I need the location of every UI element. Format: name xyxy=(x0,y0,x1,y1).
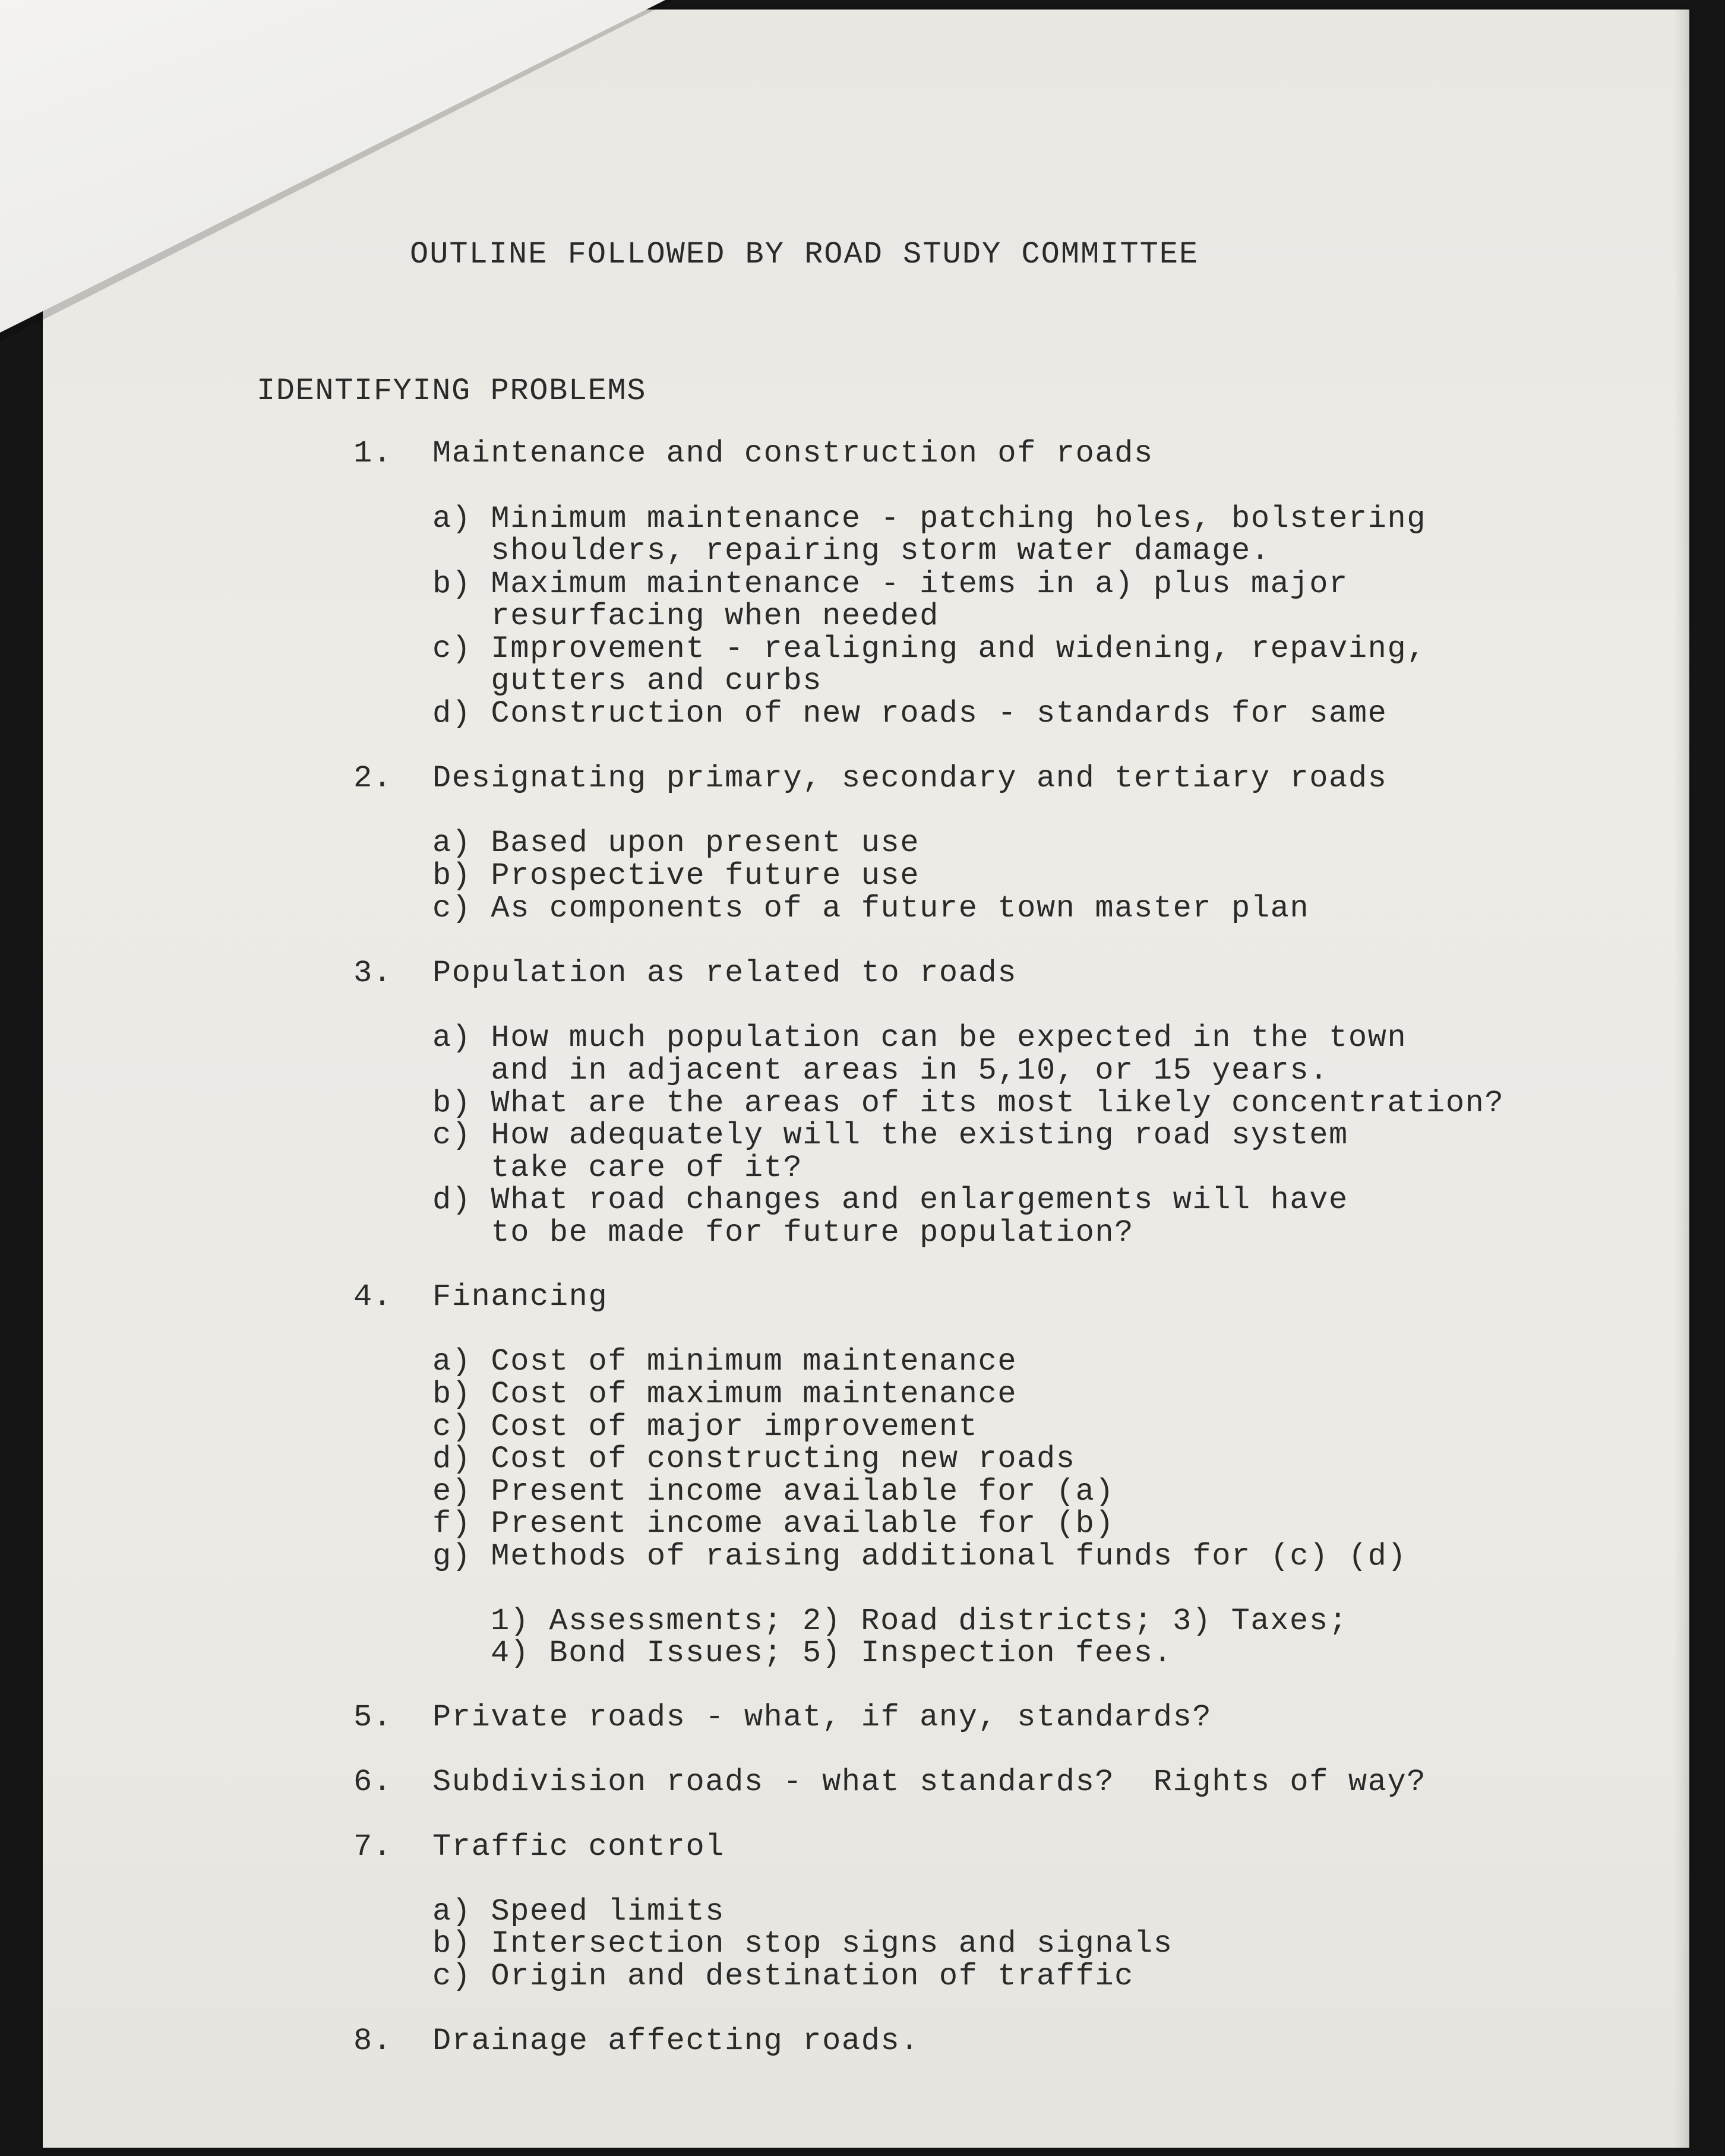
item-4-subline-2: 4) Bond Issues; 5) Inspection fees. xyxy=(491,1636,1173,1671)
item-4-line-6: f) Present income available for (b) xyxy=(432,1506,1115,1541)
item-2-number: 2. xyxy=(353,761,393,796)
item-2-line-2: b) Prospective future use xyxy=(432,858,920,893)
item-1-heading: Maintenance and construction of roads xyxy=(432,436,1154,471)
item-1-number: 1. xyxy=(353,436,393,471)
item-4-line-2: b) Cost of maximum maintenance xyxy=(432,1377,1018,1412)
item-4-number: 4. xyxy=(353,1279,393,1314)
item-1-line-3: b) Maximum maintenance - items in a) plus major xyxy=(432,567,1348,602)
item-3-line-5: take care of it? xyxy=(432,1150,803,1186)
item-3-line-3: b) What are the areas of its most likely concentration? xyxy=(432,1086,1505,1121)
item-7-heading: Traffic control xyxy=(432,1829,725,1864)
item-1-line-2: shoulders, repairing storm water damage. xyxy=(432,533,1271,568)
item-6-heading: Subdivision roads - what standards? Rights of way? xyxy=(432,1765,1427,1800)
item-3-line-2: and in adjacent areas in 5,10, or 15 years. xyxy=(432,1053,1329,1088)
item-4-line-7: g) Methods of raising additional funds for (c) (d) xyxy=(432,1539,1407,1574)
item-7-line-2: b) Intersection stop signs and signals xyxy=(432,1926,1173,1961)
document-title: OUTLINE FOLLOWED BY ROAD STUDY COMMITTEE xyxy=(410,237,1199,272)
item-2-heading: Designating primary, secondary and tertiary roads xyxy=(432,761,1388,796)
item-2-line-3: c) As components of a future town master plan xyxy=(432,891,1310,926)
item-3-heading: Population as related to roads xyxy=(432,956,1018,991)
item-5-number: 5. xyxy=(353,1700,393,1735)
item-1-line-6: gutters and curbs xyxy=(432,663,823,698)
item-7-line-3: c) Origin and destination of traffic xyxy=(432,1959,1134,1994)
item-3-number: 3. xyxy=(353,956,393,991)
item-7-line-1: a) Speed limits xyxy=(432,1894,725,1929)
item-1-line-1: a) Minimum maintenance - patching holes, bolstering xyxy=(432,501,1427,536)
item-7-number: 7. xyxy=(353,1829,393,1864)
item-5-heading: Private roads - what, if any, standards? xyxy=(432,1700,1212,1735)
item-3-line-7: to be made for future population? xyxy=(432,1215,1134,1250)
item-4-line-1: a) Cost of minimum maintenance xyxy=(432,1344,1018,1379)
item-6-number: 6. xyxy=(353,1765,393,1800)
item-1-line-7: d) Construction of new roads - standards for same xyxy=(432,696,1388,731)
item-4-line-3: c) Cost of major improvement xyxy=(432,1409,978,1444)
item-4-subline-1: 1) Assessments; 2) Road districts; 3) Taxes; xyxy=(491,1604,1348,1639)
section-heading: IDENTIFYING PROBLEMS xyxy=(257,374,647,409)
item-3-line-4: c) How adequately will the existing road system xyxy=(432,1118,1348,1153)
item-1-line-4: resurfacing when needed xyxy=(432,599,939,634)
item-4-line-4: d) Cost of constructing new roads xyxy=(432,1441,1076,1477)
item-4-line-5: e) Present income available for (a) xyxy=(432,1474,1115,1509)
item-2-line-1: a) Based upon present use xyxy=(432,826,920,861)
item-8-heading: Drainage affecting roads. xyxy=(432,2024,920,2059)
item-1-line-5: c) Improvement - realigning and widening, repaving, xyxy=(432,631,1427,666)
item-8-number: 8. xyxy=(353,2024,393,2059)
item-4-heading: Financing xyxy=(432,1279,608,1314)
item-3-line-1: a) How much population can be expected in the town xyxy=(432,1020,1407,1055)
item-3-line-6: d) What road changes and enlargements will have xyxy=(432,1183,1348,1218)
